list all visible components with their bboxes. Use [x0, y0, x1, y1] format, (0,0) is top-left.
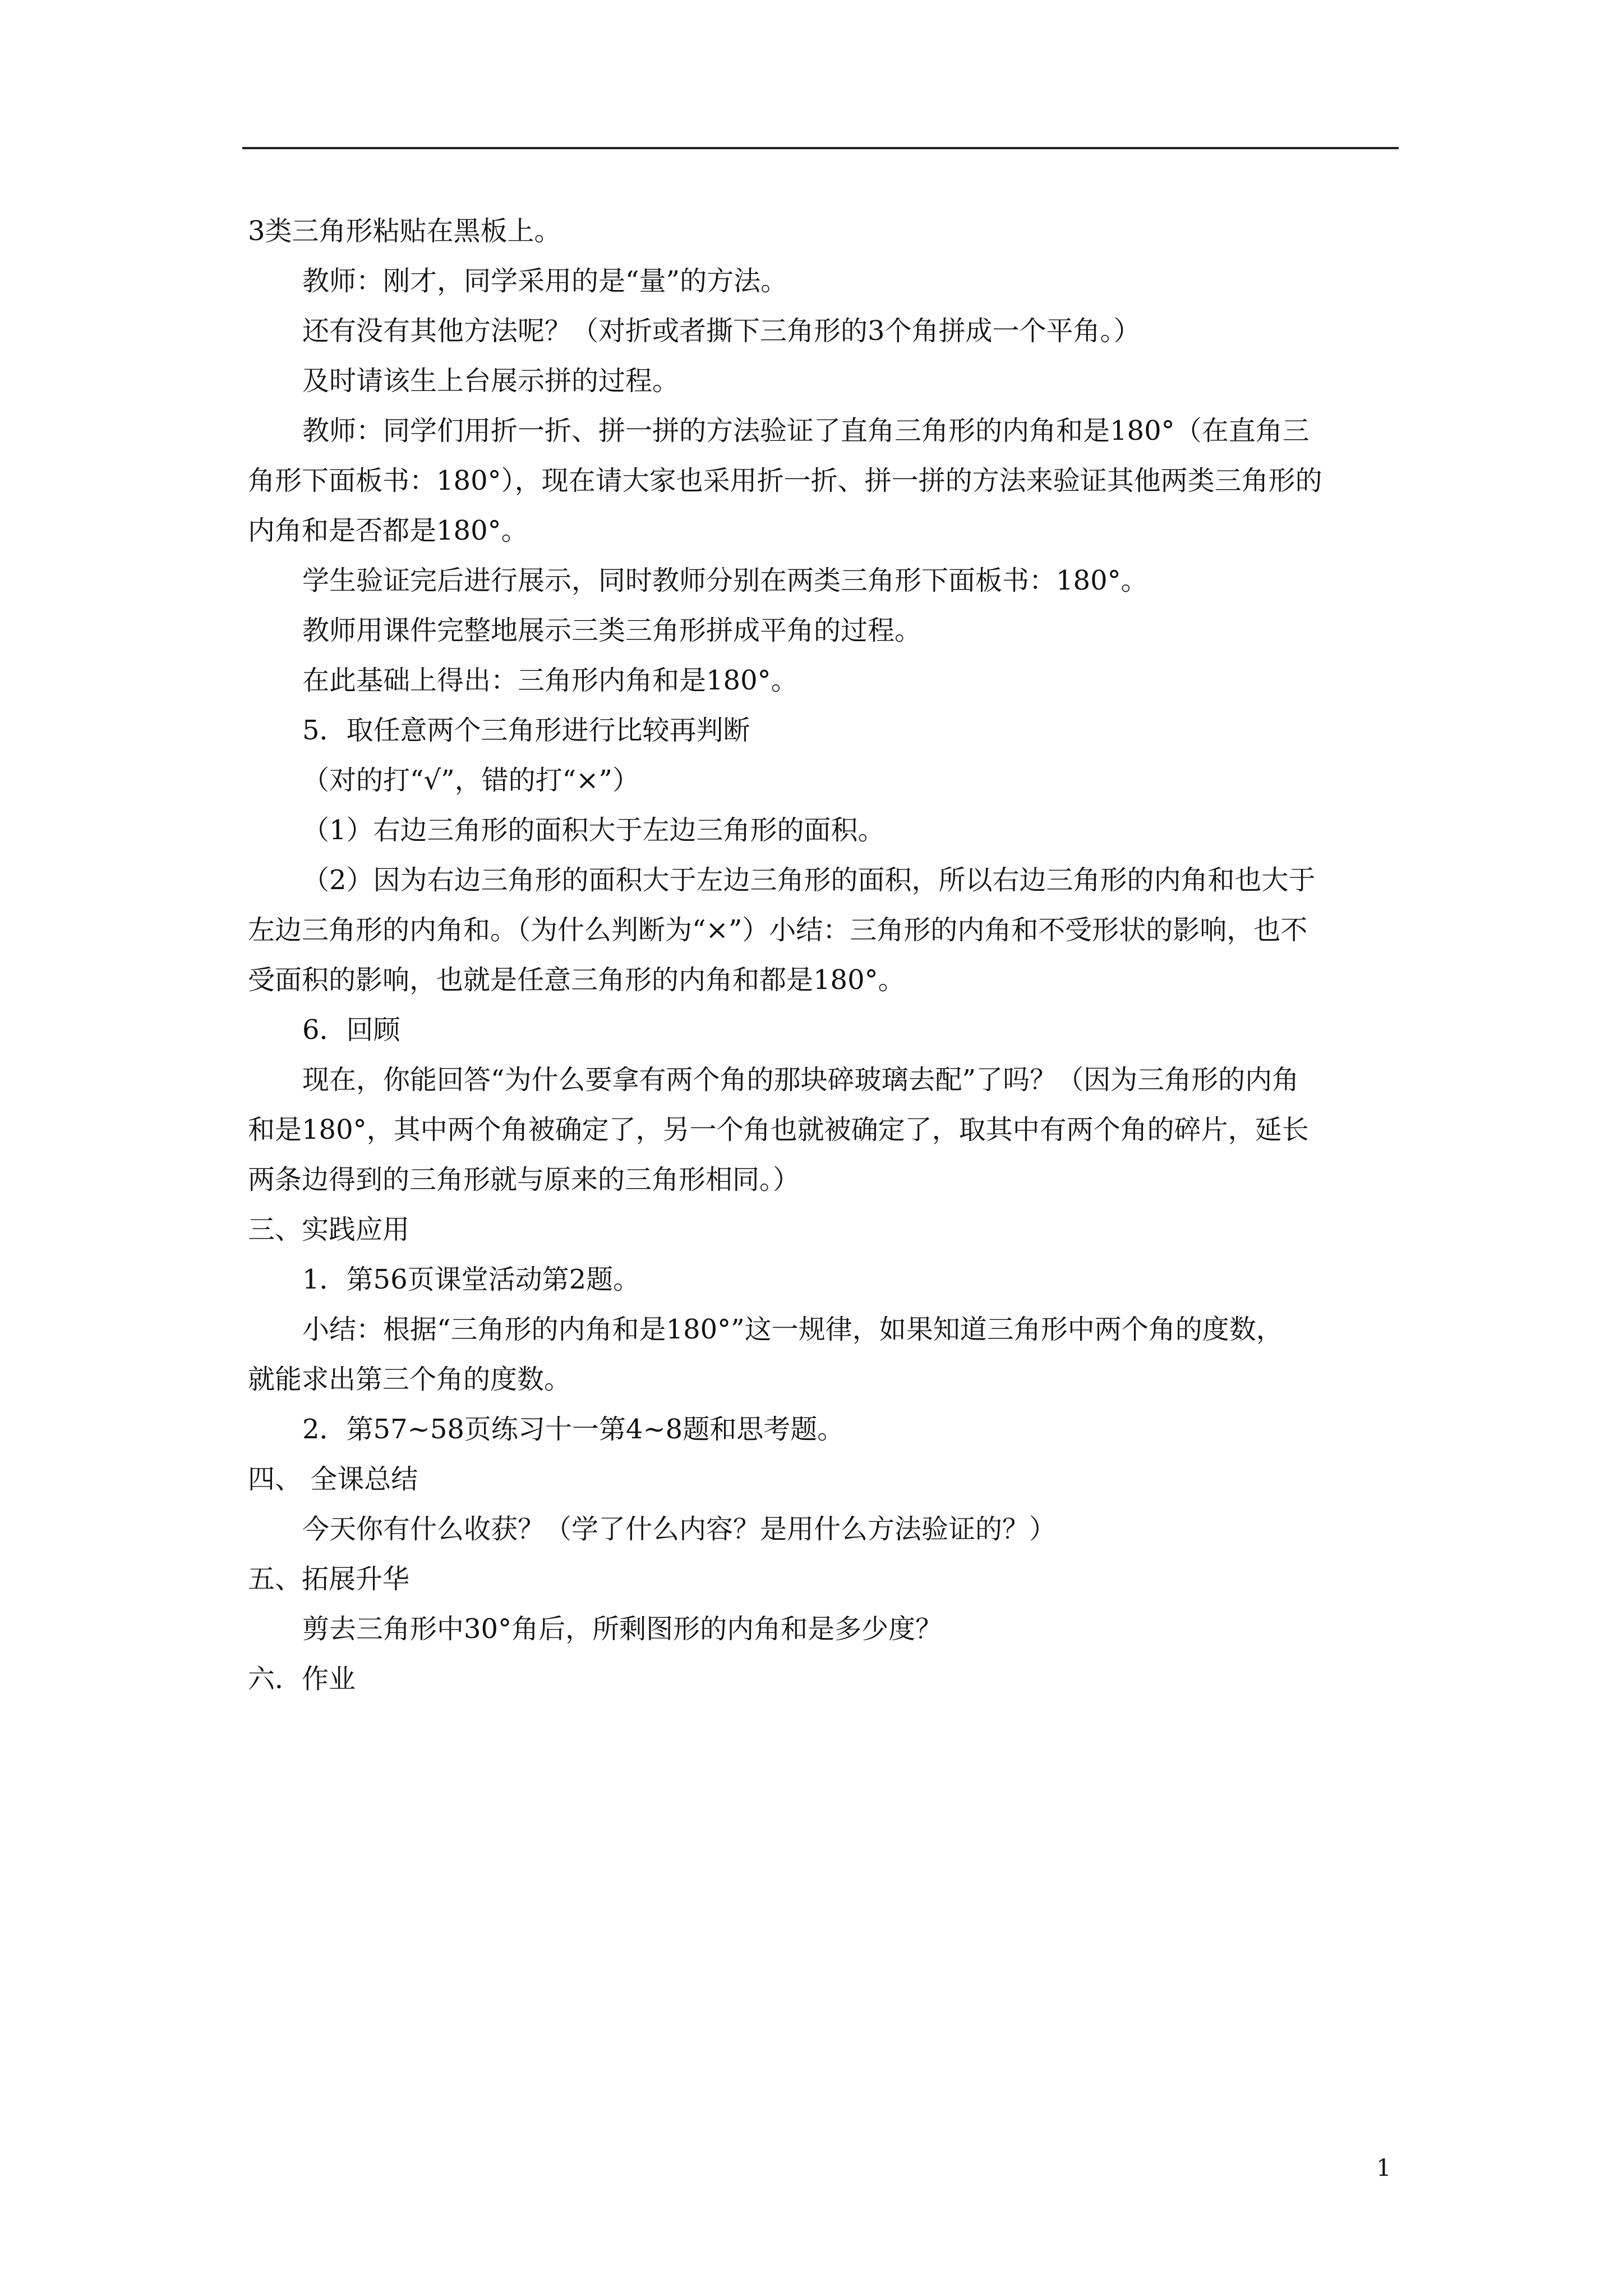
text-line: 受面积的影响，也就是任意三角形的内角和都是180°。 [248, 964, 905, 996]
text-line: 小结：根据“三角形的内角和是180°”这一规律，如果知道三角形中两个角的度数， [302, 1314, 1283, 1345]
section-heading: 5．取任意两个三角形进行比较再判断 [302, 715, 750, 746]
text-line: 角形下面板书：180°），现在请大家也采用折一折、拼一拼的方法来验证其他两类三角形的 [248, 465, 1322, 496]
text-line: 左边三角形的内角和。（为什么判断为“×”）小结：三角形的内角和不受形状的影响，也不 [248, 914, 1308, 946]
text-line: 剪去三角形中30°角后，所剩图形的内角和是多少度？ [302, 1613, 943, 1645]
text-line: 及时请该生上台展示拼的过程。 [302, 365, 680, 397]
text-line: 就能求出第三个角的度数。 [248, 1364, 571, 1395]
text-line: 两条边得到的三角形就与原来的三角形相同。） [248, 1164, 800, 1195]
document-body [248, 206, 1398, 1704]
section-heading: 四、 全课总结 [248, 1464, 418, 1495]
text-line: 1．第56页课堂活动第2题。 [302, 1264, 640, 1295]
text-line: （2）因为右边三角形的面积大于左边三角形的面积，所以右边三角形的内角和也大于 [302, 864, 1316, 896]
page-number: 1 [1376, 2154, 1391, 2182]
text-line: 教师用课件完整地展示三类三角形拼成平角的过程。 [302, 615, 922, 646]
text-line: 今天你有什么收获？（学了什么内容？是用什么方法验证的？） [302, 1513, 1057, 1545]
text-line: 和是180°，其中两个角被确定了，另一个角也就被确定了，取其中有两个角的碎片，延长 [248, 1114, 1309, 1145]
text-line: （1）右边三角形的面积大于左边三角形的面积。 [302, 815, 885, 846]
text-line: （对的打“√”，错的打“×”） [302, 765, 639, 796]
section-heading: 三、实践应用 [248, 1214, 410, 1245]
text-line: 教师：同学们用折一折、拼一拼的方法验证了直角三角形的内角和是180°（在直角三 [302, 415, 1310, 447]
text-line: 学生验证完后进行展示，同时教师分别在两类三角形下面板书：180°。 [302, 565, 1148, 596]
text-line: 3类三角形粘贴在黑板上。 [248, 215, 561, 247]
section-heading: 6．回顾 [302, 1014, 400, 1046]
section-heading: 六．作业 [248, 1663, 356, 1695]
text-line: 2．第57~58页练习十一第4~8题和思考题。 [302, 1414, 845, 1445]
text-line: 现在，你能回答“为什么要拿有两个角的那块碎玻璃去配”了吗？（因为三角形的内角 [302, 1064, 1299, 1096]
text-line: 还有没有其他方法呢？（对折或者撕下三角形的3个角拼成一个平角。） [302, 315, 1141, 347]
header-rule [242, 147, 1399, 149]
section-heading: 五、拓展升华 [248, 1563, 410, 1595]
text-line: 教师：刚才，同学采用的是“量”的方法。 [302, 265, 788, 297]
text-line: 在此基础上得出：三角形内角和是180°。 [302, 665, 798, 696]
text-line: 内角和是否都是180°。 [248, 515, 528, 546]
